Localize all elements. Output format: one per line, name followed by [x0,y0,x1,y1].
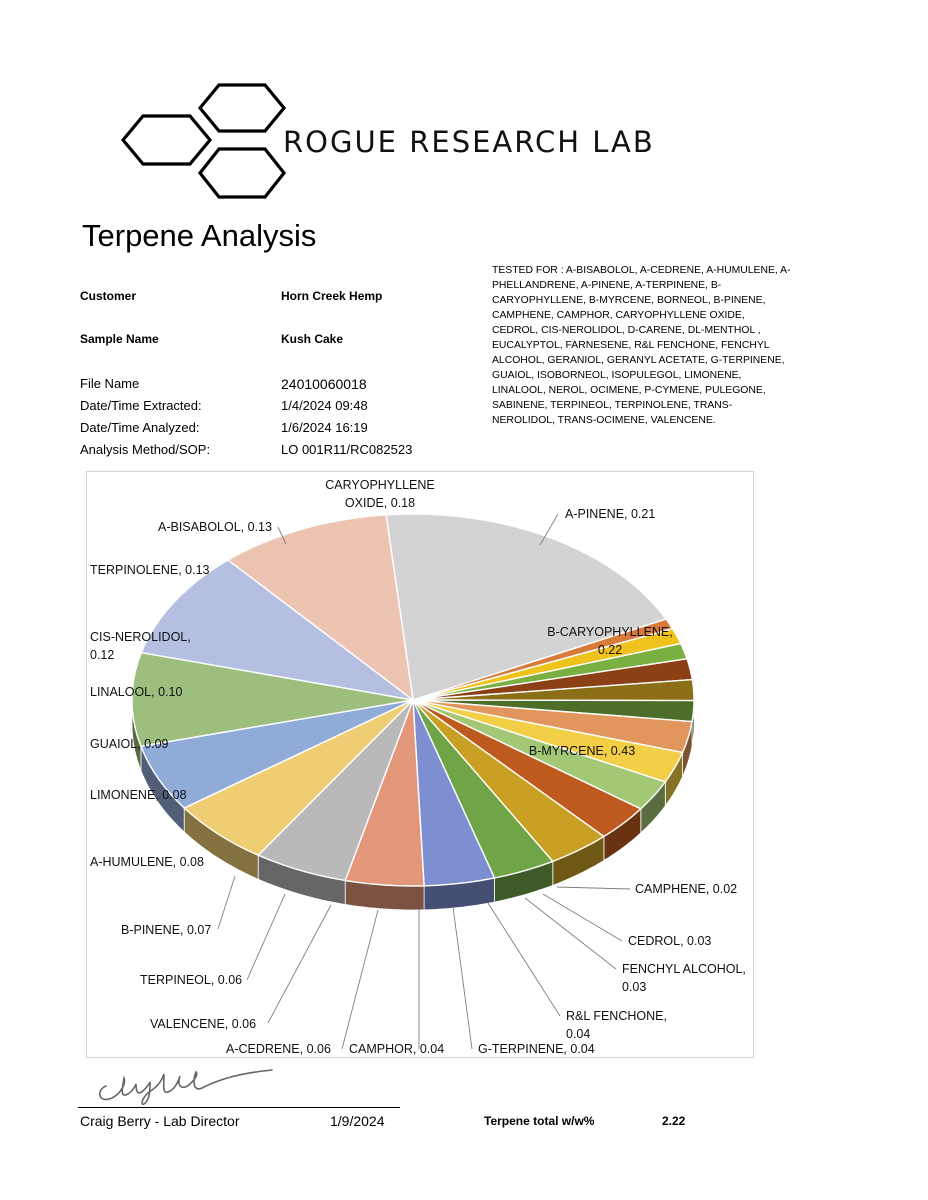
data-label-a-humulene [90,855,204,869]
data-label-text: CAMPHOR, 0.04 [349,1042,445,1056]
meta-value: 1/4/2024 09:48 [281,398,368,413]
leader-line [453,907,472,1049]
brand-name: ROGUE RESEARCH LAB [283,125,655,159]
leader-line [557,887,630,889]
data-label-text: R&L FENCHONE, [566,1009,667,1023]
data-label-text: G-TERPINENE, 0.04 [478,1042,595,1056]
data-label-text: 0.04 [566,1027,591,1041]
data-label-a-bisabolol [158,520,286,544]
data-label-guaiol [90,737,169,751]
leader-line [247,894,285,980]
data-label-a-cedrene [226,910,378,1056]
data-label-camphene [557,882,737,896]
meta-value: 24010060018 [281,376,367,392]
data-label-text: LIMONENE, 0.08 [90,788,187,802]
leader-line [543,894,622,941]
meta-label: Date/Time Extracted: [80,398,202,413]
data-label-terpinolene [90,563,210,577]
leader-line [342,910,378,1049]
meta-label: Date/Time Analyzed: [80,420,200,435]
data-label-linalool [90,685,182,699]
data-label-text: A-BISABOLOL, 0.13 [158,520,272,534]
data-label-text: A-HUMULENE, 0.08 [90,855,204,869]
data-label-text: OXIDE, 0.18 [344,496,416,510]
page-title: Terpene Analysis [82,218,317,253]
data-label-text: 0.03 [622,980,647,994]
data-label-text: B-PINENE, 0.07 [121,923,212,937]
terpene-total-value: 2.22 [662,1114,686,1128]
signature-line [78,1107,400,1108]
meta-label: File Name [80,376,140,391]
signer-name: Craig Berry - Lab Director [80,1113,240,1129]
data-label-text: CARYOPHYLLENE [325,478,435,492]
meta-value: Horn Creek Hemp [281,289,383,303]
tested-for-list: TESTED FOR : A-BISABOLOL, A-CEDRENE, A-HUMULENE, A-PHELLANDRENE, A-PINENE, A-TERPINENE, B-CARYOPHYLLENE, B-MYRCENE, BORNEOL, B-PINENE, CAMPHENE, CAMPHOR, CARYOPHYLLENE OXIDE, CEDROL, CIS-NEROLIDOL, D-CARENE, DL-MENTHOL , EUCALYPTOL, FARNESENE, R&L FENCHONE, FENCHYL ALCOHOL, GERANIOL, GERANYL ACETATE, G-TERPINENE, GUAIOL, ISOBORNEOL, ISOPULEGOL, LIMONENE, LINALOOL, NEROL, OCIMENE, P-CYMENE, PULEGONE, SABINENE, TERPINEOL, TERPINOLENE, TRANS-NEROLIDOL, TRANS-OCIMENE, VALENCENE. [492,265,791,426]
data-label-b-pinene [121,876,235,937]
data-label-text: CIS-NEROLIDOL, [90,630,191,644]
data-label-text: A-PINENE, 0.21 [565,507,656,521]
leader-line [218,876,235,929]
meta-label: Customer [80,289,137,303]
handwritten-signature [92,1060,282,1108]
terpene-total-label: Terpene total w/w% [484,1114,595,1128]
meta-value: LO 001R11/RC082523 [281,442,413,457]
data-label-text: B-CARYOPHYLLENE, [547,625,673,639]
data-label-text: TERPINOLENE, 0.13 [90,563,210,577]
leader-line [525,898,616,969]
data-label-text: TERPINEOL, 0.06 [140,973,243,987]
data-label-text: B-MYRCENE, 0.43 [528,744,636,758]
leader-line [268,905,331,1023]
data-label-a-pinene [540,507,655,545]
leader-line [488,903,560,1016]
data-label-b-myrcene [529,744,635,758]
data-label-text: CEDROL, 0.03 [628,934,712,948]
data-label-text: 0.22 [597,643,623,657]
meta-value: Kush Cake [281,332,344,346]
data-label-text: A-CEDRENE, 0.06 [226,1042,331,1056]
data-label-terpineol [140,894,285,987]
data-label-caryophyllene-oxide [325,478,435,510]
data-label-limonene [90,788,187,802]
data-label-text: VALENCENE, 0.06 [150,1017,257,1031]
meta-label: Sample Name [80,332,159,346]
signature-date: 1/9/2024 [330,1113,385,1129]
meta-value: 1/6/2024 16:19 [281,420,368,435]
data-label-text: 0.12 [90,648,115,662]
data-label-camphor [349,909,444,1056]
data-label-cedrol [543,894,711,948]
data-label-text: GUAIOL, 0.09 [90,737,169,751]
data-label-text: CAMPHENE, 0.02 [635,882,738,896]
meta-label: Analysis Method/SOP: [80,442,211,457]
data-label-text: LINALOOL, 0.10 [90,685,183,699]
data-label-text: FENCHYL ALCOHOL, [622,962,746,976]
